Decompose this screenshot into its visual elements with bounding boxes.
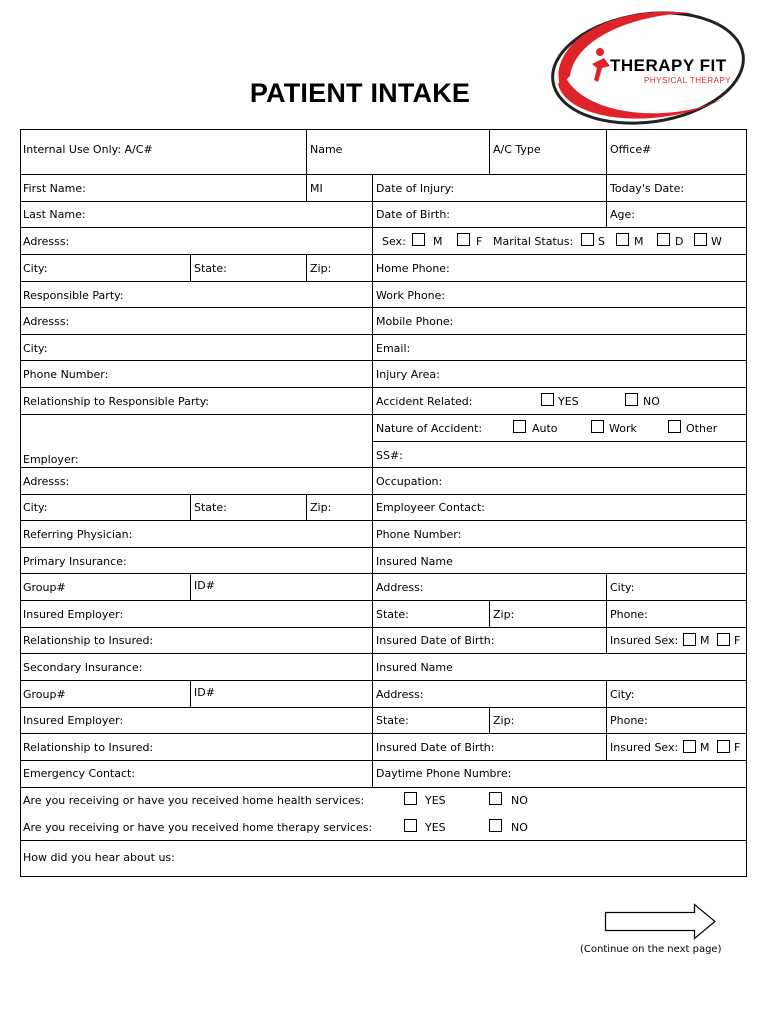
home-health-question: Are you receiving or have you received home health services: — [23, 794, 365, 807]
ac-type-label: A/C Type — [493, 143, 541, 156]
sex-f-label: F — [476, 235, 483, 248]
employer-city-label: City: — [23, 501, 48, 514]
id-1-label: ID# — [194, 579, 215, 592]
injury-area-label: Injury Area: — [376, 368, 440, 381]
nature-work-checkbox[interactable] — [591, 420, 604, 433]
primary-insurance-label: Primary Insurance: — [23, 555, 127, 568]
home-health-yes-checkbox[interactable] — [404, 792, 417, 805]
first-name-label: First Name: — [23, 182, 86, 195]
relationship-insured-2-label: Relationship to Insured: — [23, 741, 154, 754]
insured-dob-1-label: Insured Date of Birth: — [376, 634, 495, 647]
state-1-ins-label: State: — [376, 608, 409, 621]
right-arrow-icon — [604, 902, 718, 942]
insured-dob-2-label: Insured Date of Birth: — [376, 741, 495, 754]
sex-f-checkbox[interactable] — [457, 233, 470, 246]
insured-sex-2-f-label: F — [734, 741, 741, 754]
marital-d-checkbox[interactable] — [657, 233, 670, 246]
group-2-label: Group# — [23, 688, 66, 701]
address-1-label: Address: — [376, 581, 424, 594]
age-label: Age: — [610, 208, 635, 221]
employer-adress-label: Adresss: — [23, 475, 70, 488]
insured-sex-1-m-checkbox[interactable] — [683, 633, 696, 646]
state-label: State: — [194, 262, 227, 275]
insured-sex-2-label: Insured Sex: — [610, 741, 679, 754]
accident-no-label: NO — [643, 395, 660, 408]
physician-phone-label: Phone Number: — [376, 528, 462, 541]
office-label: Office# — [610, 143, 652, 156]
zip-label: Zip: — [310, 262, 332, 275]
mobile-phone-label: Mobile Phone: — [376, 315, 454, 328]
accident-yes-checkbox[interactable] — [541, 393, 554, 406]
phone-1-ins-label: Phone: — [610, 608, 648, 621]
group-1-label: Group# — [23, 581, 66, 594]
todays-date-label: Today's Date: — [610, 182, 685, 195]
page-title: PATIENT INTAKE — [249, 78, 471, 108]
secondary-insurance-label: Secondary Insurance: — [23, 661, 143, 674]
accident-related-label: Accident Related: — [376, 395, 473, 408]
insured-sex-2-m-checkbox[interactable] — [683, 740, 696, 753]
marital-s-label: S — [598, 235, 605, 248]
home-therapy-no-checkbox[interactable] — [489, 819, 502, 832]
insured-name-1-label: Insured Name — [376, 555, 453, 568]
home-therapy-yes-label: YES — [425, 821, 446, 834]
city-1-ins-label: City: — [610, 581, 635, 594]
employer-contact-label: Employeer Contact: — [376, 501, 486, 514]
employer-state-label: State: — [194, 501, 227, 514]
nature-other-checkbox[interactable] — [668, 420, 681, 433]
employer-label: Employer: — [23, 453, 79, 466]
phone-2-ins-label: Phone: — [610, 714, 648, 727]
address-2-label: Address: — [376, 688, 424, 701]
nature-auto-label: Auto — [532, 422, 558, 435]
zip-2-ins-label: Zip: — [493, 714, 515, 727]
nature-work-label: Work — [609, 422, 637, 435]
accident-no-checkbox[interactable] — [625, 393, 638, 406]
mi-label: MI — [310, 182, 323, 195]
home-health-yes-label: YES — [425, 794, 446, 807]
insured-sex-2-f-checkbox[interactable] — [717, 740, 730, 753]
city-2-ins-label: City: — [610, 688, 635, 701]
insured-sex-2-m-label: M — [700, 741, 710, 754]
email-label: Email: — [376, 342, 411, 355]
home-therapy-no-label: NO — [511, 821, 528, 834]
marital-w-label: W — [711, 235, 722, 248]
accident-yes-label: YES — [558, 395, 579, 408]
id-2-label: ID# — [194, 686, 215, 699]
logo-name: THERAPY FIT — [610, 56, 727, 75]
work-phone-label: Work Phone: — [376, 289, 446, 302]
relationship-insured-1-label: Relationship to Insured: — [23, 634, 154, 647]
rp-adress-label: Adresss: — [23, 315, 70, 328]
nature-auto-checkbox[interactable] — [513, 420, 526, 433]
date-of-injury-label: Date of Injury: — [376, 182, 455, 195]
referring-physician-label: Referring Physician: — [23, 528, 133, 541]
city-label: City: — [23, 262, 48, 275]
date-of-birth-label: Date of Birth: — [376, 208, 451, 221]
internal-use-label: Internal Use Only: A/C# — [23, 143, 153, 156]
home-therapy-question: Are you receiving or have you received home therapy services: — [23, 821, 373, 834]
marital-w-checkbox[interactable] — [694, 233, 707, 246]
responsible-party-label: Responsible Party: — [23, 289, 124, 302]
marital-status-label: Marital Status: — [493, 235, 574, 248]
continue-note: (Continue on the next page) — [580, 944, 722, 955]
home-health-no-checkbox[interactable] — [489, 792, 502, 805]
hear-about-us-label: How did you hear about us: — [23, 851, 175, 864]
insured-sex-1-label: Insured Sex: — [610, 634, 679, 647]
home-health-no-label: NO — [511, 794, 528, 807]
last-name-label: Last Name: — [23, 208, 86, 221]
nature-of-accident-label: Nature of Accident: — [376, 422, 483, 435]
home-therapy-yes-checkbox[interactable] — [404, 819, 417, 832]
occupation-label: Occupation: — [376, 475, 443, 488]
marital-m-label: M — [634, 235, 644, 248]
insured-employer-1-label: Insured Employer: — [23, 608, 124, 621]
marital-d-label: D — [675, 235, 684, 248]
zip-1-ins-label: Zip: — [493, 608, 515, 621]
sex-m-checkbox[interactable] — [412, 233, 425, 246]
marital-s-checkbox[interactable] — [581, 233, 594, 246]
insured-sex-1-f-checkbox[interactable] — [717, 633, 730, 646]
insured-employer-2-label: Insured Employer: — [23, 714, 124, 727]
rp-phone-label: Phone Number: — [23, 368, 109, 381]
rp-city-label: City: — [23, 342, 48, 355]
insured-sex-1-f-label: F — [734, 634, 741, 647]
marital-m-checkbox[interactable] — [616, 233, 629, 246]
logo-subtitle: PHYSICAL THERAPY — [644, 76, 732, 85]
adress-label: Adresss: — [23, 235, 70, 248]
sex-m-label: M — [433, 235, 443, 248]
state-2-ins-label: State: — [376, 714, 409, 727]
insured-name-2-label: Insured Name — [376, 661, 453, 674]
name-label: Name — [310, 143, 343, 156]
sex-label: Sex: — [382, 235, 406, 248]
insured-sex-1-m-label: M — [700, 634, 710, 647]
home-phone-label: Home Phone: — [376, 262, 450, 275]
daytime-phone-label: Daytime Phone Numbre: — [376, 767, 512, 780]
relationship-rp-label: Relationship to Responsible Party: — [23, 395, 210, 408]
ss-label: SS#: — [376, 449, 403, 462]
emergency-contact-label: Emergency Contact: — [23, 767, 136, 780]
nature-other-label: Other — [686, 422, 718, 435]
employer-zip-label: Zip: — [310, 501, 332, 514]
